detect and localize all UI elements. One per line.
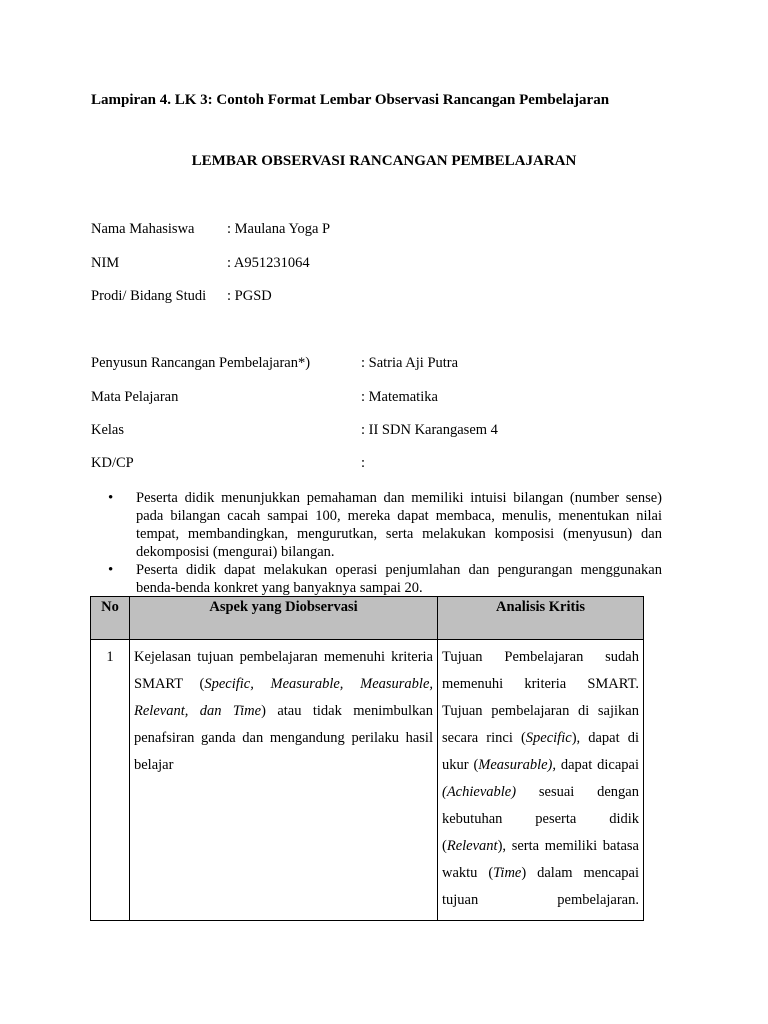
student-name-label: Nama Mahasiswa: [91, 221, 195, 237]
student-nim-value: : A951231064: [227, 255, 310, 271]
class-label: Kelas: [91, 422, 125, 438]
plan-author-value: : Satria Aji Putra: [361, 355, 459, 371]
kdcp-label: KD/CP: [91, 455, 134, 471]
class-value: : II SDN Karangasem 4: [361, 422, 498, 438]
header-aspect: Aspek yang Diobservasi: [130, 597, 438, 640]
analysis-text: Tujuan Pembelajaran sudah memenuhi kriteria SMART. Tujuan pembelajaran di sajikan secara rinci (Specific), dapat di ukur (Measurable), dapat dicapai (Achievable) sesuai dengan kebutuhan peserta didik (Relevant), serta memiliki batasa waktu (Time) dalam mencapai tujuan pembelajaran.: [442, 649, 639, 908]
aspect-text: Kejelasan tujuan pembelajaran memenuhi kriteria SMART (Specific, Measurable, Measurable, Relevant, dan Time) atau tidak menimbulkan penafsiran ganda dan mengandung perilaku hasil belajar: [134, 649, 434, 773]
study-program-label: Prodi/ Bidang Studi: [91, 288, 207, 304]
table-header-row: [91, 597, 644, 640]
kdcp-bullet-list: [108, 489, 662, 597]
observation-table: [90, 596, 644, 921]
study-program-value: : PGSD: [227, 288, 272, 304]
row-number: 1: [91, 640, 130, 921]
kdcp-value: :: [361, 455, 366, 471]
plan-author-label: Penyusun Rancangan Pembelajaran*): [91, 355, 311, 371]
table-row: [91, 640, 644, 921]
document-title: LEMBAR OBSERVASI RANCANGAN PEMBELAJARAN: [191, 153, 577, 169]
subject-label: Mata Pelajaran: [91, 389, 179, 405]
header-analysis: Analisis Kritis: [438, 597, 644, 640]
student-nim-label: NIM: [91, 255, 120, 271]
aspect-cell: [130, 640, 438, 921]
analysis-cell: [438, 640, 644, 921]
appendix-heading: Lampiran 4. LK 3: Contoh Format Lembar Observasi Rancangan Pembelajaran: [91, 92, 610, 108]
kdcp-bullet-item: • Peserta didik dapat melakukan operasi penjumlahan dan pengurangan menggunakan benda-benda konkret yang banyaknya sampai 20.: [108, 561, 662, 597]
kdcp-bullet-item: • Peserta didik menunjukkan pemahaman dan memiliki intuisi bilangan (number sense) pada bilangan cacah sampai 100, mereka dapat membaca, menulis, menentukan nilai tempat, membandingkan, mengurutkan, serta melakukan komposisi (menyusun) dan dekomposisi (mengurai) bilangan.: [108, 489, 662, 561]
subject-value: : Matematika: [361, 389, 438, 405]
header-no: No: [91, 597, 130, 640]
student-name-value: : Maulana Yoga P: [227, 221, 331, 237]
